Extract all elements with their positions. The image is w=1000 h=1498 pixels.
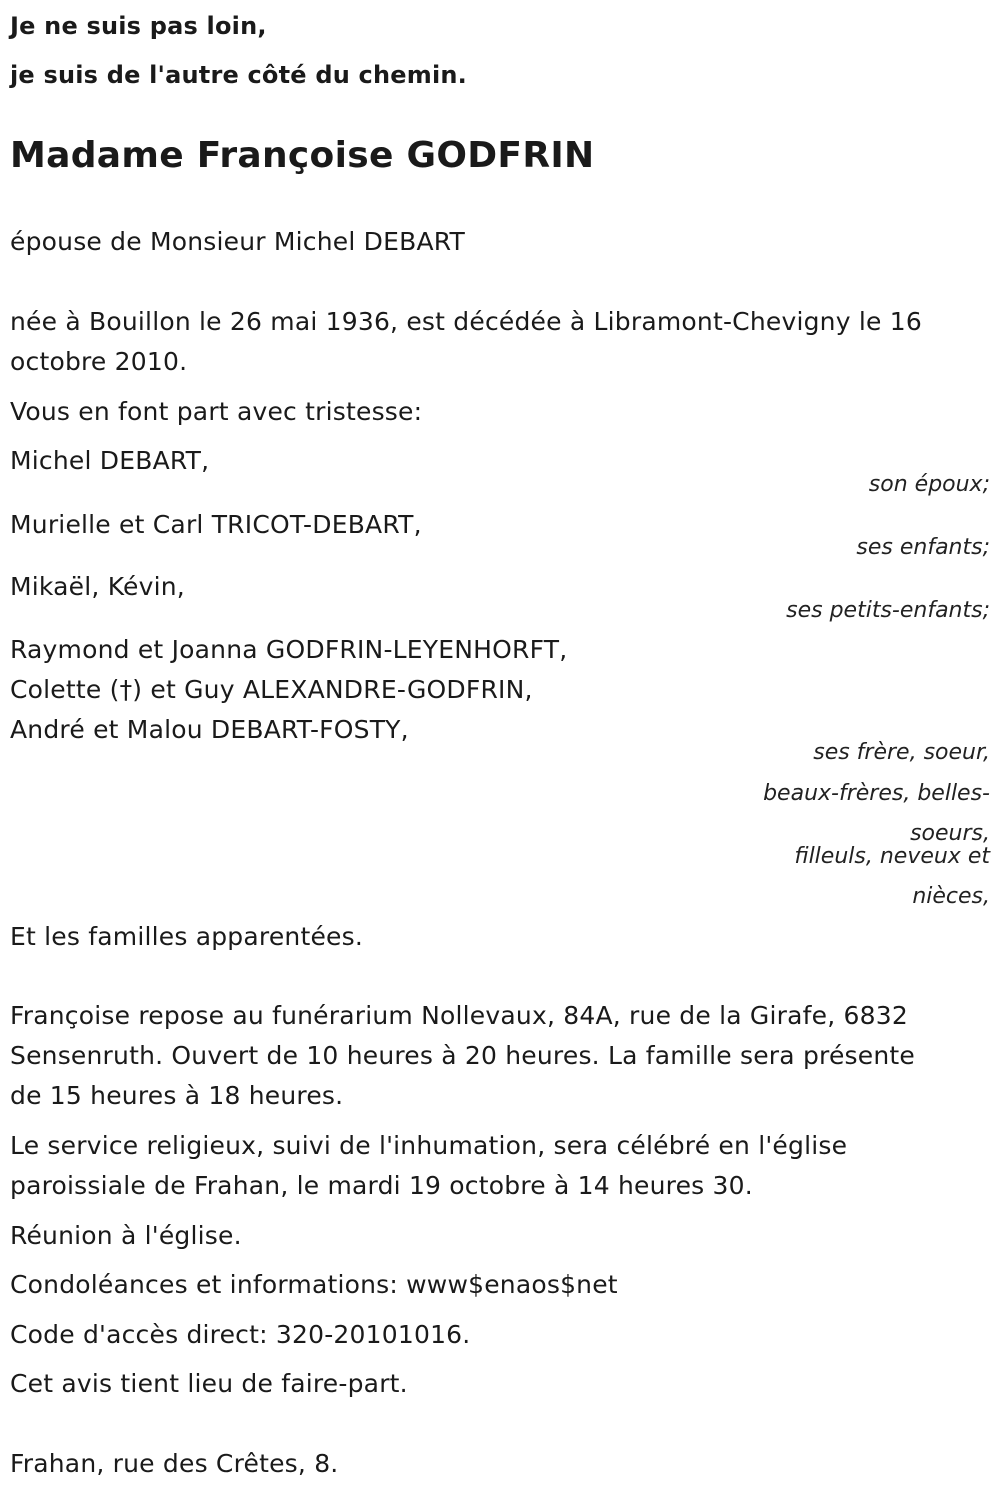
families-line: Et les familles apparentées. [10, 922, 363, 951]
family-relation: ses petits-enfants; [786, 598, 990, 623]
notice-line: Cet avis tient lieu de faire-part. [10, 1369, 408, 1398]
funerarium-line-1: Françoise repose au funérarium Nollevaux, 84A, rue de la Girafe, 6832 [10, 1001, 908, 1030]
verse-line-1: Je ne suis pas loin, [10, 12, 267, 40]
spouse-line: épouse de Monsieur Michel DEBART [10, 227, 465, 256]
announcement: Vous en font part avec tristesse: [10, 397, 423, 426]
birth-death-line-2: octobre 2010. [10, 347, 188, 376]
service-line-2: paroissiale de Frahan, le mardi 19 octobre à 14 heures 30. [10, 1171, 753, 1200]
family-name: André et Malou DEBART-FOSTY, [10, 715, 409, 744]
birth-death-line-1: née à Bouillon le 26 mai 1936, est décédée à Libramont-Chevigny le 16 [10, 307, 922, 336]
deceased-name: Madame Françoise GODFRIN [10, 135, 595, 176]
funerarium-line-2: Sensenruth. Ouvert de 10 heures à 20 heures. La famille sera présente [10, 1041, 915, 1070]
family-relation: son époux; [868, 472, 990, 497]
family-name: Mikaël, Kévin, [10, 572, 185, 601]
condolences-line: Condoléances et informations: www$enaos$net [10, 1270, 618, 1299]
family-relation: soeurs, [910, 821, 990, 846]
family-relation: filleuls, neveux et [794, 844, 990, 869]
address-line: Frahan, rue des Crêtes, 8. [10, 1449, 339, 1478]
family-name: Raymond et Joanna GODFRIN-LEYENHORFT, [10, 635, 568, 664]
family-name: Colette (†) et Guy ALEXANDRE-GODFRIN, [10, 675, 533, 704]
funerarium-line-3: de 15 heures à 18 heures. [10, 1081, 344, 1110]
family-relation: beaux-frères, belles- [763, 781, 990, 806]
family-relation: nièces, [912, 884, 990, 909]
meeting-line: Réunion à l'église. [10, 1221, 242, 1250]
family-name: Michel DEBART, [10, 446, 210, 475]
access-code-line: Code d'accès direct: 320-20101016. [10, 1320, 471, 1349]
service-line-1: Le service religieux, suivi de l'inhumation, sera célébré en l'église [10, 1131, 848, 1160]
family-name: Murielle et Carl TRICOT-DEBART, [10, 510, 422, 539]
family-relation: ses enfants; [856, 535, 990, 560]
family-relation: ses frère, soeur, [813, 740, 990, 765]
verse-line-2: je suis de l'autre côté du chemin. [10, 61, 467, 89]
